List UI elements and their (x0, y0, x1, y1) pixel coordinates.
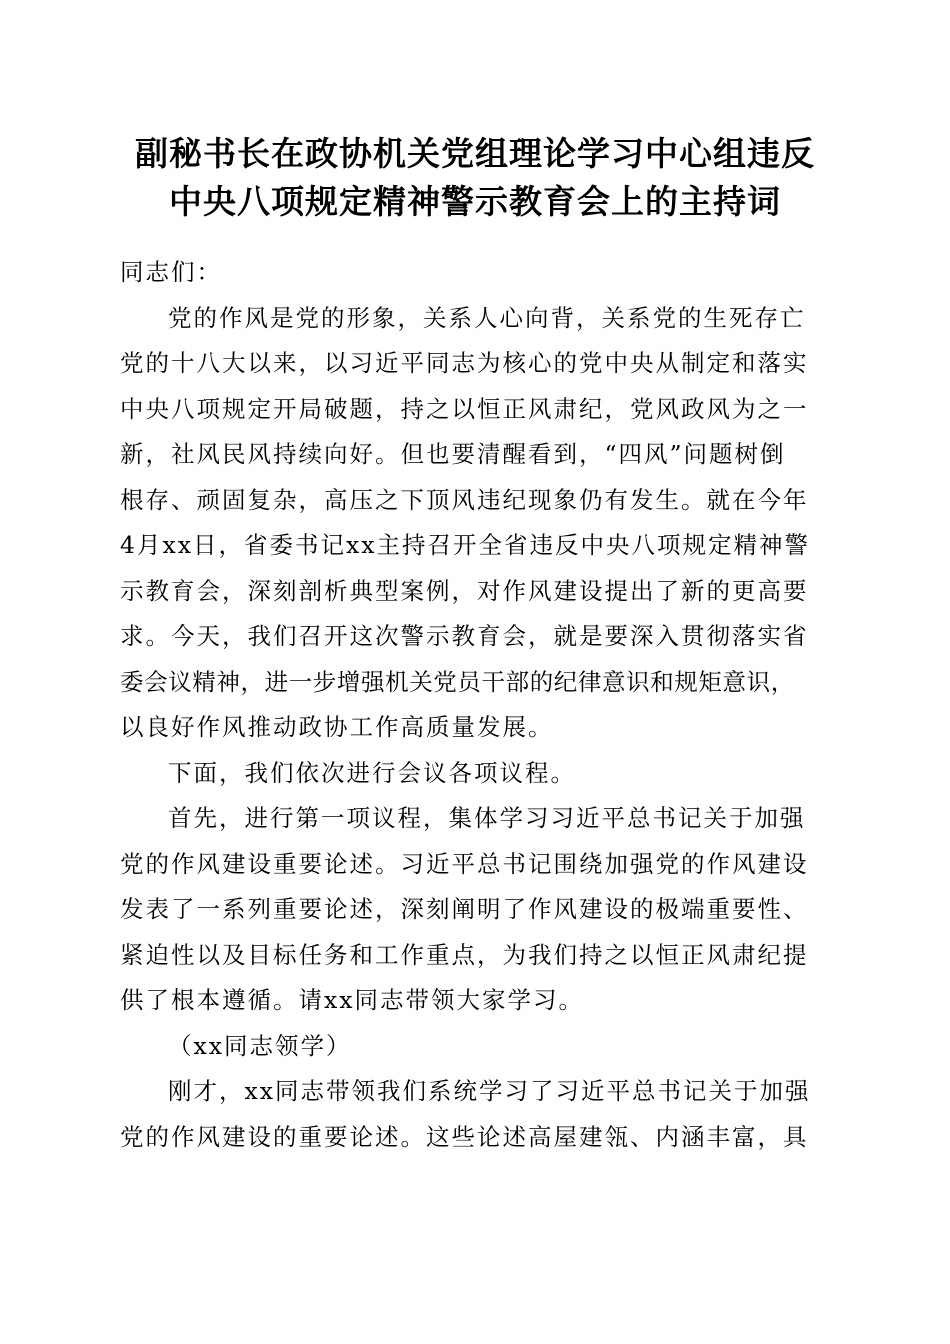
text-line: 党的十八大以来，以习近平同志为核心的党中央从制定和落实 (120, 349, 809, 377)
paragraph-closing (120, 1069, 832, 1160)
paragraph-agenda-intro (120, 751, 832, 797)
text-line: 新，社风民风持续向好。但也要清醒看到，“四风”问题树倒 (120, 440, 786, 468)
text-line: 党的作风建设的重要论述。这些论述高屋建瓴、内涵丰富，具 (120, 1122, 809, 1151)
text-line: 首先，进行第一项议程，集体学习习近平总书记关于加强 (168, 804, 806, 832)
document-body (120, 250, 832, 1160)
text-line: 供了根本遵循。请xx同志带领大家学习。 (120, 986, 585, 1014)
text-line: 委会议精神，进一步增强机关党员干部的纪律意识和规矩意识， (120, 667, 795, 696)
text-line: 发表了一系列重要论述，深刻阐明了作风建设的极端重要性、 (120, 895, 809, 923)
salutation: 同志们： (120, 258, 222, 286)
text-line: 紧迫性以及目标任务和工作重点，为我们持之以恒正风肃纪提 (120, 940, 809, 969)
title-line: 中央八项规定精神警示教育会上的主持词 (169, 182, 781, 221)
paragraph-intro (120, 296, 832, 751)
text-line: 党的作风建设重要论述。习近平总书记围绕加强党的作风建设 (120, 849, 809, 878)
text-line: 示教育会，深刻剖析典型案例，对作风建设提出了新的更高要 (120, 576, 809, 605)
document-title (100, 130, 850, 226)
text-line: 4月xx日，省委书记xx主持召开全省违反中央八项规定精神警 (120, 531, 810, 559)
stage-note: （xx同志领学） (168, 1031, 352, 1060)
title-line: 副秘书长在政协机关党组理论学习中心组违反 (135, 134, 815, 173)
text-line: 以良好作风推动政协工作高质量发展。 (120, 713, 554, 741)
text-line: 党的作风是党的形象，关系人心向背，关系党的生死存亡 (168, 303, 806, 332)
paragraph-first-item (120, 796, 832, 1024)
text-line: 中央八项规定开局破题，持之以恒正风肃纪，党风政风为之一 (120, 394, 809, 423)
text-line: 下面，我们依次进行会议各项议程。 (168, 758, 576, 787)
text-line: 根存、顽固复杂，高压之下顶风违纪现象仍有发生。就在今年 (120, 485, 809, 514)
text-line: 刚才，xx同志带领我们系统学习了习近平总书记关于加强 (168, 1077, 811, 1105)
text-line: 求。今天，我们召开这次警示教育会，就是要深入贯彻落实省 (120, 622, 809, 650)
